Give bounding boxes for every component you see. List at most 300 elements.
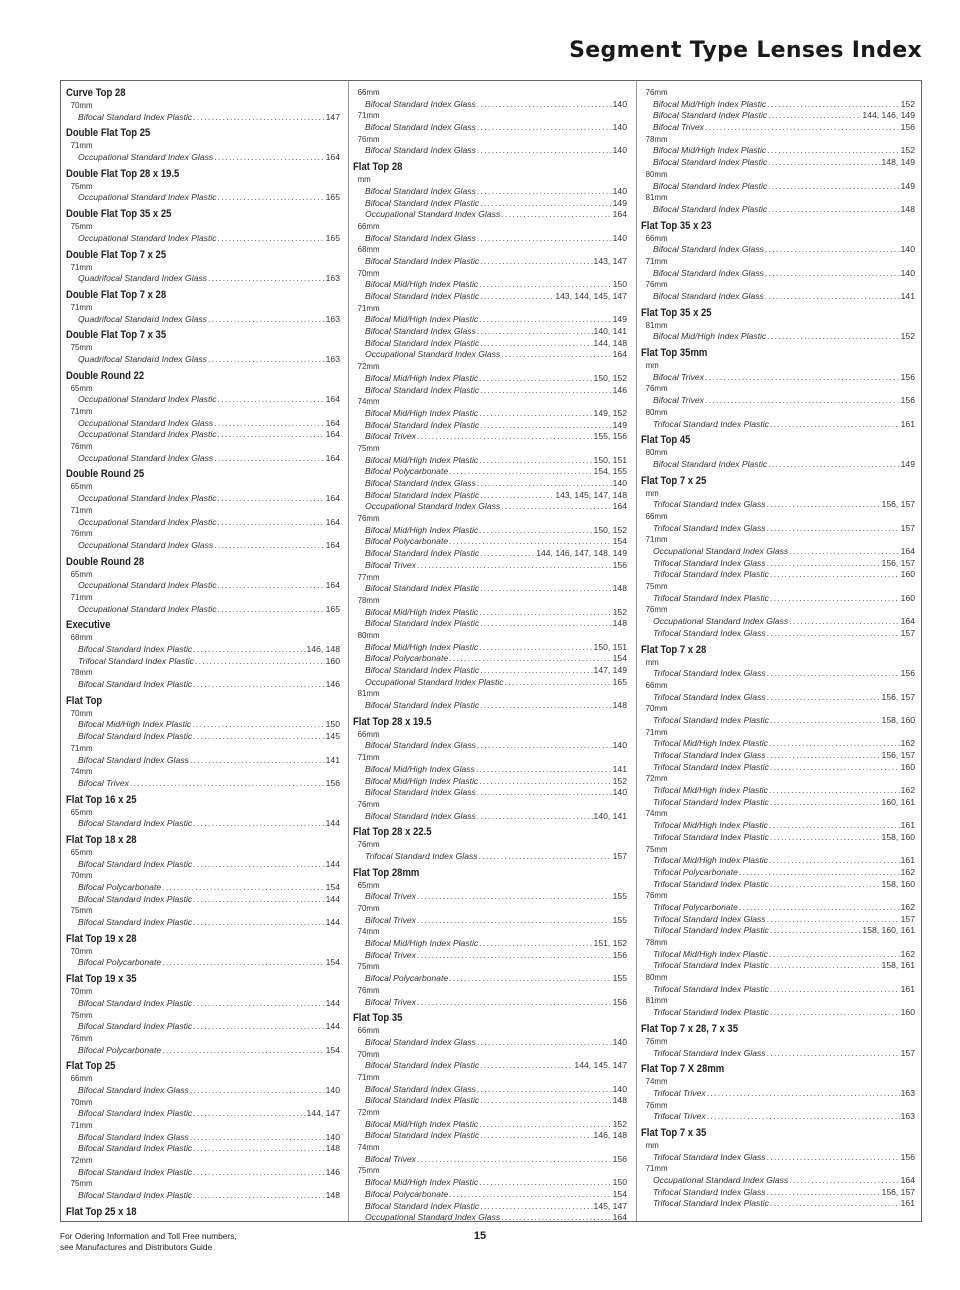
entry-name: Bifocal Standard Index Plastic [365,700,480,711]
entry-name: Bifocal Standard Index Plastic [78,1143,193,1154]
dot-leader [480,1060,573,1072]
index-section [353,716,627,823]
entry-name: Bifocal Standard Index Plastic [78,1166,193,1177]
lens-size: 76mm [357,513,380,524]
entry-name: Trifocal Mid/High Index Plastic [653,948,768,959]
lens-size: 71mm [70,261,93,272]
index-entry [353,99,627,111]
index-entry [641,1198,915,1210]
entry-name: Occupational Standard Index Plastic [78,580,217,591]
lens-size: 71mm [70,406,93,416]
entry-name: Bifocal Standard Index Glass [365,122,476,133]
dot-leader [480,548,535,560]
entry-pages: 144 [325,858,340,869]
index-entry [353,349,627,361]
dot-leader [193,679,324,691]
entry-name: Occupational Standard Index Glass [365,501,501,512]
entry-pages: 148 [612,700,627,711]
index-section [66,370,340,465]
entry-pages: 160 [900,761,915,772]
lens-size: 71mm [645,1163,668,1174]
entry-pages: 140 [612,122,627,133]
index-entry [66,192,340,204]
lens-size: 72mm [70,1155,93,1166]
index-entry [641,204,915,216]
lens-size: 80mm [645,168,668,179]
index-entry [353,209,627,221]
entry-pages: 151, 152 [593,938,627,949]
lens-size: 76mm [70,441,93,452]
dot-leader [162,882,325,894]
section-heading: Double Flat Top 35 x 25 [66,208,172,221]
index-entry [66,1132,340,1144]
dot-leader [214,418,324,430]
index-entry [353,1060,627,1072]
index-entry [641,820,915,832]
entry-name: Bifocal Standard Index Plastic [78,1108,193,1119]
dot-leader [218,233,325,245]
index-entry [353,891,627,903]
entry-pages: 140 [325,1131,340,1142]
index-section [66,168,340,204]
dot-leader [477,478,612,490]
section-heading: Flat Top 18 x 28 [66,833,137,846]
entry-name: Bifocal Mid/High Index Plastic [365,372,479,383]
dot-leader [162,957,325,969]
entry-pages: 150, 151 [593,454,627,465]
index-entry [353,764,627,776]
index-entry [66,755,340,767]
entry-name: Trifocal Standard Index Plastic [653,925,769,936]
dot-leader [193,644,305,656]
lens-size: 70mm [645,703,668,714]
entry-pages: 164 [325,516,340,527]
index-entry [353,186,627,198]
entry-pages: 156 [900,668,915,679]
index-entry [641,715,915,727]
dot-leader [193,917,324,929]
index-entry [353,525,627,537]
entry-pages: 146, 148 [593,1130,627,1141]
entry-pages: 140 [612,740,627,751]
entry-name: Bifocal Mid/High Index Plastic [365,606,479,617]
index-entry [641,331,915,343]
dot-leader [767,523,900,535]
dot-leader [479,938,592,950]
entry-name: Trifocal Standard Index Glass [653,1186,766,1197]
index-entry [641,750,915,762]
entry-pages: 144, 147 [306,1108,340,1119]
index-entry [641,1007,915,1019]
index-entry [66,354,340,366]
entry-name: Trifocal Standard Index Plastic [653,1198,769,1209]
lens-size: 72mm [357,361,380,372]
lens-size: 75mm [357,1165,380,1176]
dot-leader [193,1021,324,1033]
lens-size: 75mm [70,221,93,232]
entry-name: Bifocal Standard Index Plastic [78,818,193,829]
dot-leader [480,198,611,210]
entry-pages: 144 [325,893,340,904]
lens-size: 71mm [70,504,93,515]
entry-pages: 140 [612,1036,627,1047]
entry-pages: 155 [612,914,627,925]
entry-name: Trifocal Standard Index Plastic [653,878,769,889]
entry-pages: 163 [325,313,340,324]
lens-size: 81mm [357,688,380,699]
index-entry [641,523,915,535]
index-entry [66,493,340,505]
entry-name: Bifocal Mid/High Index Plastic [365,524,479,535]
entry-name: Bifocal Trivex [653,395,704,406]
dot-leader [480,665,592,677]
dot-leader [480,1201,592,1213]
lens-size: 78mm [70,667,93,678]
entry-name: Bifocal Polycarbonate [78,957,162,968]
lens-size: 76mm [645,1035,668,1046]
entry-name: Bifocal Standard Index Glass [365,145,476,156]
dot-leader [770,419,900,431]
dot-leader [480,618,611,630]
dot-leader [190,1132,325,1144]
entry-pages: 164 [325,394,340,405]
entry-pages: 165 [325,232,340,243]
index-frame [60,80,922,1222]
lens-size: 76mm [70,528,93,539]
index-section [641,1127,915,1210]
entry-name: Occupational Standard Index Glass [365,1212,501,1223]
entry-name: Occupational Standard Index Glass [653,1175,789,1185]
dot-leader [479,455,592,467]
dot-leader [770,832,881,844]
index-section [641,347,915,430]
entry-pages: 156 [900,122,915,133]
index-entry [353,501,627,513]
entry-name: Bifocal Standard Index Plastic [365,618,480,629]
entry-name: Bifocal Standard Index Glass [365,1083,476,1094]
lens-size: 66mm [357,87,380,97]
index-entry [641,785,915,797]
dot-leader [193,894,324,906]
entry-pages: 140 [612,185,627,196]
dot-leader [208,354,325,366]
dot-leader [480,700,611,712]
lens-size: 76mm [357,984,380,995]
entry-pages: 148 [612,1095,627,1106]
entry-name: Bifocal Standard Index Plastic [365,583,480,594]
entry-name: Bifocal Trivex [653,122,704,133]
section-heading: Flat Top 45 [641,434,691,447]
dot-leader [477,326,593,338]
dot-leader [477,740,612,752]
dot-leader [767,1187,881,1199]
entry-pages: 160 [900,1007,915,1018]
entry-name: Occupational Standard Index Plastic [78,394,217,405]
dot-leader [417,997,612,1009]
lens-size: 74mm [645,1076,668,1087]
section-heading: Flat Top 7 x 28 [641,643,707,656]
lens-size: 70mm [70,870,93,881]
entry-pages: 157 [900,627,915,638]
dot-leader [480,291,554,303]
index-entry [353,279,627,291]
lens-size: 78mm [645,937,668,947]
lens-size: 70mm [357,903,380,913]
lens-size: 76mm [70,1032,93,1043]
lens-size: 80mm [645,972,668,983]
index-entry [66,731,340,743]
dot-leader [477,787,612,799]
index-entry [66,894,340,906]
dot-leader [417,431,593,443]
index-entry [353,1212,627,1224]
dot-leader [192,719,324,731]
entry-name: Bifocal Polycarbonate [78,882,162,892]
index-entry [353,583,627,595]
entry-pages: 143, 145, 147, 148 [555,489,627,500]
entry-name: Trifocal Trivex [653,1087,706,1098]
entry-pages: 164 [612,501,627,512]
dot-leader [479,314,611,326]
dot-leader [193,731,324,743]
index-entry [66,1045,340,1057]
index-entry [641,1175,915,1187]
entry-pages: 157 [612,850,627,861]
index-section [66,127,340,163]
index-entry [66,152,340,164]
entry-pages: 156 [900,395,915,406]
index-entry [66,1167,340,1179]
lens-size: 80mm [645,406,668,417]
entry-pages: 149 [900,180,915,191]
index-entry [641,145,915,157]
index-section [641,1023,915,1059]
dot-leader [193,818,324,830]
index-entry [641,459,915,471]
lens-size: 76mm [645,279,668,290]
dot-leader [218,493,325,505]
index-entry [353,122,627,134]
entry-pages: 155, 156 [593,431,627,442]
dot-leader [705,395,900,407]
entry-pages: 164 [325,493,340,504]
entry-pages: 161 [900,1198,915,1209]
index-entry [353,536,627,548]
index-entry [353,314,627,326]
entry-pages: 148 [325,1143,340,1154]
entry-name: Bifocal Polycarbonate [365,1188,449,1199]
entry-name: Bifocal Mid/High Index Plastic [653,145,767,156]
index-entry [353,198,627,210]
entry-name: Bifocal Standard Index Plastic [653,203,768,214]
index-section [353,1012,627,1224]
index-entry [66,418,340,430]
index-entry [641,616,915,628]
entry-pages: 141 [325,754,340,765]
index-section [353,867,627,1009]
lens-size: 71mm [357,110,380,121]
lens-size: 75mm [70,905,93,916]
entry-name: Trifocal Standard Index Glass [653,499,766,510]
dot-leader [767,914,900,926]
index-entry [66,394,340,406]
dot-leader [501,501,611,513]
entry-name: Bifocal Standard Index Plastic [78,997,193,1008]
dot-leader [208,314,325,326]
entry-pages: 164 [325,580,340,591]
section-heading: Double Round 22 [66,369,145,382]
index-section [66,1060,340,1202]
lens-size: 75mm [357,442,380,453]
lens-size: 71mm [70,742,93,753]
entry-name: Trifocal Standard Index Glass [653,913,766,924]
entry-pages: 145 [325,731,340,742]
index-section [66,208,340,244]
entry-name: Occupational Standard Index Glass [653,616,789,627]
entry-pages: 164 [900,1175,915,1185]
index-entry [641,499,915,511]
index-entry [353,653,627,665]
entry-pages: 152 [612,775,627,786]
entry-name: Bifocal Trivex [365,1153,416,1164]
index-entry [353,338,627,350]
entry-name: Bifocal Standard Index Glass [365,232,476,243]
lens-size: 75mm [70,1009,93,1020]
dot-leader [767,668,900,680]
dot-leader [130,778,325,790]
entry-pages: 165 [325,603,340,614]
entry-pages: 154 [612,536,627,547]
index-entry [66,233,340,245]
entry-name: Bifocal Standard Index Plastic [78,679,193,690]
entry-pages: 163 [325,353,340,364]
dot-leader [767,628,900,640]
entry-name: Bifocal Standard Index Glass [365,98,476,109]
entry-pages: 161 [900,855,915,866]
entry-pages: 164 [900,616,915,627]
dot-leader [768,459,899,471]
entry-name: Trifocal Standard Index Glass [653,522,766,533]
entry-name: Bifocal Standard Index Plastic [365,1200,480,1211]
index-entry [66,112,340,124]
footnote-line: For Odering Information and Toll Free numbers, [60,1231,237,1241]
lens-size: 66mm [357,728,380,739]
entry-name: Trifocal Standard Index Glass [653,1047,766,1058]
entry-name: Bifocal Standard Index Plastic [78,1190,193,1201]
lens-size: 78mm [645,133,668,144]
dot-leader [767,145,899,157]
entry-pages: 158, 160 [881,878,915,889]
entry-name: Bifocal Trivex [365,559,416,570]
dot-leader [480,1095,611,1107]
section-heading: Double Flat Top 25 [66,127,151,140]
entry-name: Bifocal Standard Index Glass [365,478,476,488]
entry-pages: 164 [325,539,340,550]
entry-name: Occupational Standard Index Glass [653,546,789,556]
section-heading: Double Round 28 [66,555,145,568]
lens-size: 76mm [357,133,380,144]
entry-pages: 148 [612,583,627,594]
index-entry [66,273,340,285]
index-entry [353,776,627,788]
section-heading: Flat Top 19 x 28 [66,932,137,945]
entry-pages: 156 [325,777,340,788]
dot-leader [479,642,592,654]
index-entry [66,580,340,592]
entry-pages: 144 [325,1021,340,1032]
entry-name: Bifocal Standard Index Plastic [653,180,768,191]
index-entry [353,1095,627,1107]
section-heading: Flat Top 7 X 28mm [641,1063,725,1076]
index-section [353,826,627,862]
footnote-line: see Manufactures and Distributors Guide [60,1242,213,1252]
index-entry [353,915,627,927]
dot-leader [767,1152,900,1164]
dot-leader [477,99,612,111]
entry-name: Occupational Standard Index Plastic [78,516,217,527]
lens-size: 68mm [70,632,93,643]
section-heading: Curve Top 28 [66,87,126,99]
dot-leader [765,291,900,303]
dot-leader [479,408,592,420]
lens-size: 66mm [645,510,668,521]
entry-pages: 164 [325,152,340,163]
entry-pages: 146, 148 [306,644,340,654]
index-entry [353,1037,627,1049]
dot-leader [417,1154,612,1166]
dot-leader [770,762,900,774]
dot-leader [769,738,900,750]
index-section [66,973,340,1056]
index-entry [641,762,915,774]
section-heading: Double Flat Top 7 x 35 [66,329,167,342]
entry-name: Bifocal Standard Index Glass [653,244,764,255]
index-entry [353,1130,627,1142]
dot-leader [214,540,324,552]
entry-name: Bifocal Mid/High Index Plastic [365,938,479,949]
entry-pages: 146 [612,384,627,395]
lens-size: 65mm [70,382,93,393]
lens-size: 70mm [70,986,93,997]
entry-pages: 162 [900,785,915,796]
section-heading: Double Flat Top 28 x 19.5 [66,167,180,180]
dot-leader [770,1198,900,1210]
entry-pages: 165 [325,192,340,203]
entry-name: Bifocal Mid/High Index Plastic [653,98,767,109]
dot-leader [768,181,899,193]
entry-name: Occupational Standard Index Plastic [78,429,217,440]
entry-name: Bifocal Mid/High Index Plastic [653,331,767,342]
entry-pages: 154 [325,1044,340,1055]
entry-name: Occupational Standard Index Glass [78,152,214,163]
entry-pages: 158, 160 [881,714,915,725]
dot-leader [449,653,612,665]
entry-name: Trifocal Mid/High Index Plastic [653,738,768,749]
dot-leader [789,616,899,628]
entry-pages: 157 [900,913,915,924]
entry-name: Bifocal Mid/High Index Plastic [78,719,192,730]
entry-pages: 141 [612,763,627,774]
section-heading: Flat Top 35 [353,1012,403,1025]
index-entry [353,291,627,303]
entry-pages: 150, 152 [593,372,627,383]
dot-leader [789,546,899,558]
dot-leader [480,490,554,502]
lens-size: 75mm [70,180,93,191]
dot-leader [479,373,592,385]
index-section [641,434,915,470]
index-section [641,475,915,640]
